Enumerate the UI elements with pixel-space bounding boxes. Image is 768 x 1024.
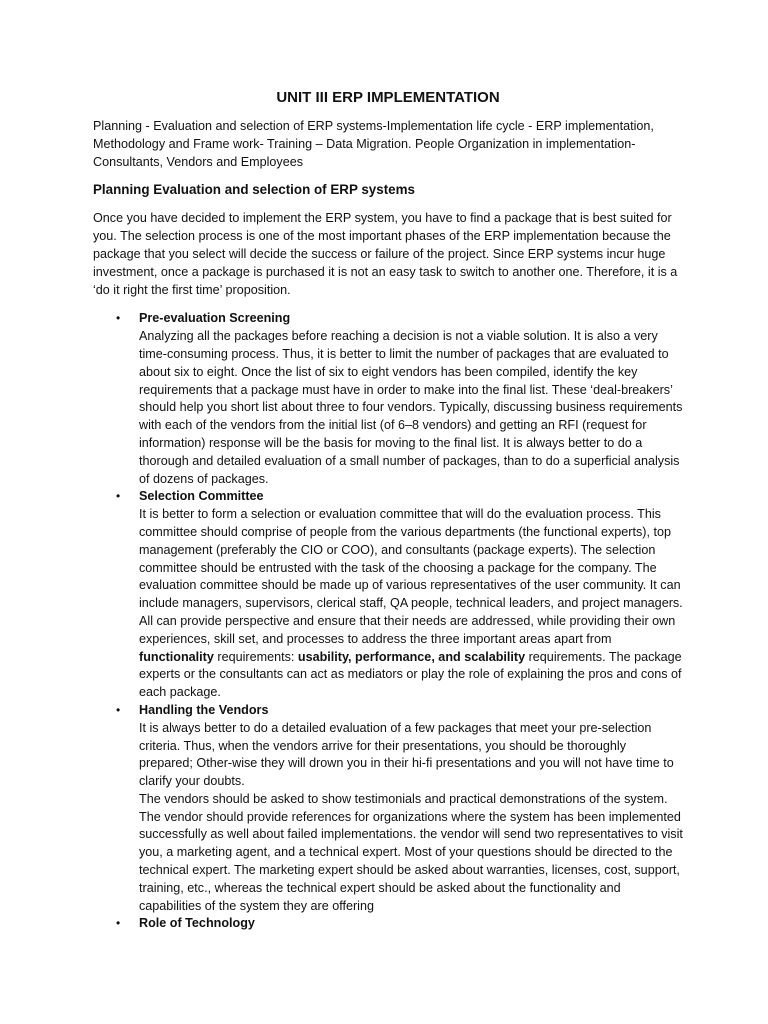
bullet-icon: • bbox=[116, 489, 121, 504]
list-item-text: It is always better to do a detailed evaluation of a few packages that meet your pre-selection criteria. Thus, when the vendors arrive for their presentations, you should be thoroughly prepared; Other-wise they will drown you in their hi-fi presentations and you will not have time to clarify your doubts. bbox=[139, 720, 674, 789]
bullet-icon: • bbox=[116, 702, 121, 717]
list-item-title: Handling the Vendors bbox=[139, 702, 269, 717]
list-item-pre-evaluation bbox=[116, 310, 683, 488]
list-item-title: Role of Technology bbox=[139, 916, 255, 931]
list-item-title: Selection Committee bbox=[139, 489, 264, 504]
list-item-selection-committee bbox=[116, 488, 683, 702]
list-item-title: Pre-evaluation Screening bbox=[139, 311, 291, 326]
text-run: requirements. The package experts or the consultants can act as mediators or play the role of explaining the pros and cons of each package. bbox=[139, 649, 682, 700]
bullet-icon: • bbox=[116, 311, 121, 326]
bold-run: functionality bbox=[139, 649, 214, 664]
intro-paragraph: Planning - Evaluation and selection of ERP systems-Implementation life cycle - ERP implementation, Methodology and Frame work- Training – Data Migration. People Organization in implementation-Consultants, Vendors and Employees bbox=[93, 119, 654, 169]
bullet-icon: • bbox=[116, 916, 121, 931]
list-item-text: Analyzing all the packages before reaching a decision is not a viable solution. It is also a very time-consuming process. Thus, it is better to limit the number of packages that are evaluated to about six to eight. Once the list of six to eight vendors has been compiled, identify the key requirements that a package must have in order to make into the final list. These ‘deal-breakers’ should help you short list about three to four vendors. Typically, discussing business requirements with each of the vendors from the initial list (of 6–8 vendors) and getting an RFI (request for information) response will be the basis for moving to the final list. It is always better to do a thorough and detailed evaluation of a small number of packages, than to do a superficial analysis of dozens of packages. bbox=[139, 329, 683, 486]
document-page bbox=[93, 88, 683, 933]
list-item-handling-vendors bbox=[116, 702, 683, 916]
text-run: It is better to form a selection or evaluation committee that will do the evaluation process. This committee should comprise of people from the various departments (the functional experts), top management (preferably the CIO or COO), and consultants (package experts). The selection committee should be entrusted with the task of the choosing a package for the company. The evaluation committee should be made up of various representatives of the user community. It can include managers, supervisors, clerical staff, QA people, technical leaders, and project managers. All can provide perspective and ensure that their needs are addressed, while providing their own experiences, skill set, and processes to address the three important areas apart from bbox=[139, 507, 683, 646]
list-item-role-of-technology bbox=[116, 915, 683, 933]
list-item-text: The vendors should be asked to show testimonials and practical demonstrations of the system. The vendor should provide references for organizations where the system has been implemented successfully as well about failed implementations. the vendor will send two representatives to visit you, a marketing agent, and a technical expert. Most of your questions should be directed to the technical expert. The marketing expert should be asked about warranties, licenses, cost, support, training, etc., whereas the technical expert should be asked about the functionality and capabilities of the system they are offering bbox=[139, 791, 683, 913]
section-paragraph: Once you have decided to implement the ERP system, you have to find a package that is best suited for you. The selection process is one of the most important phases of the ERP implementation because the package that you select will decide the success or failure of the project. Since ERP systems incur huge investment, once a package is purchased it is not an easy task to switch to another one. Therefore, it is a ‘do it right the first time’ proposition. bbox=[93, 211, 678, 297]
section-heading: Planning Evaluation and selection of ERP systems bbox=[93, 182, 415, 198]
bullet-list bbox=[93, 310, 683, 933]
bold-run: usability, performance, and scalability bbox=[297, 649, 526, 664]
text-run: requirements: bbox=[213, 649, 298, 664]
list-item-text bbox=[139, 506, 683, 702]
document-title: UNIT III ERP IMPLEMENTATION bbox=[276, 89, 500, 106]
